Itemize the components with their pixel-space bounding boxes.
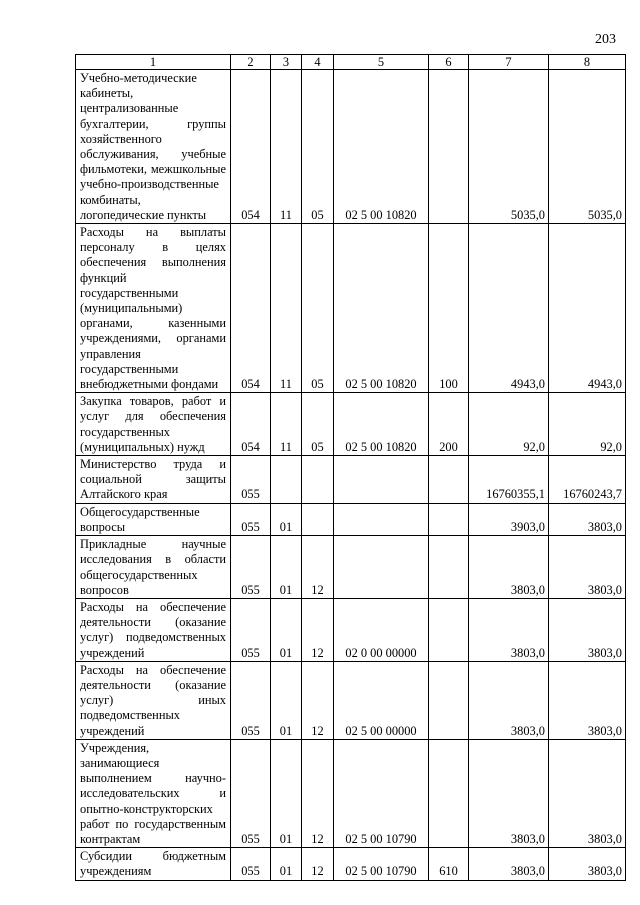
row-csr: 02 5 00 10790 bbox=[334, 739, 429, 847]
row-vr: 100 bbox=[429, 224, 469, 393]
row-pr: 12 bbox=[302, 536, 334, 599]
row-vr: 610 bbox=[429, 848, 469, 880]
row-sum-year1: 3803,0 bbox=[469, 661, 549, 739]
row-name: Расходы на обеспечение деятельности (оказание услуг) иных подведомственных учреждений bbox=[76, 661, 231, 739]
row-csr: 02 5 00 10820 bbox=[334, 70, 429, 224]
row-csr bbox=[334, 456, 429, 504]
row-rz bbox=[271, 456, 302, 504]
row-vr bbox=[429, 661, 469, 739]
row-csr bbox=[334, 536, 429, 599]
column-header: 2 bbox=[231, 55, 271, 70]
row-rz: 01 bbox=[271, 661, 302, 739]
table-row bbox=[76, 598, 626, 661]
row-sum-year1: 3803,0 bbox=[469, 739, 549, 847]
row-name: Прикладные научные исследования в области общегосударственных вопросов bbox=[76, 536, 231, 599]
row-name: Расходы на обеспечение деятельности (оказание услуг) подведомственных учреждений bbox=[76, 598, 231, 661]
column-header: 8 bbox=[549, 55, 626, 70]
column-header: 1 bbox=[76, 55, 231, 70]
row-sum-year1: 16760355,1 bbox=[469, 456, 549, 504]
row-name: Учебно-методические кабинеты, централизованные бухгалтерии, группы хозяйственного обслуживания, учебные фильмотеки, межшкольные учебно-производственные комбинаты, логопедические пункты bbox=[76, 70, 231, 224]
row-vr bbox=[429, 503, 469, 535]
row-rz: 01 bbox=[271, 739, 302, 847]
table-row bbox=[76, 536, 626, 599]
table-row bbox=[76, 224, 626, 393]
row-pr: 12 bbox=[302, 739, 334, 847]
row-vr bbox=[429, 70, 469, 224]
row-pr bbox=[302, 503, 334, 535]
row-vr bbox=[429, 456, 469, 504]
table-row bbox=[76, 70, 626, 224]
row-sum-year2: 3803,0 bbox=[549, 661, 626, 739]
row-csr: 02 5 00 10820 bbox=[334, 224, 429, 393]
row-vr: 200 bbox=[429, 393, 469, 456]
row-name: Субсидии бюджетным учреждениям bbox=[76, 848, 231, 880]
row-pr bbox=[302, 456, 334, 504]
row-sum-year2: 3803,0 bbox=[549, 536, 626, 599]
row-sum-year1: 3803,0 bbox=[469, 536, 549, 599]
page-number: 203 bbox=[595, 32, 616, 47]
row-sum-year2: 3803,0 bbox=[549, 739, 626, 847]
row-grbs: 054 bbox=[231, 393, 271, 456]
row-sum-year1: 5035,0 bbox=[469, 70, 549, 224]
row-rz: 11 bbox=[271, 70, 302, 224]
row-vr bbox=[429, 739, 469, 847]
row-vr bbox=[429, 598, 469, 661]
row-sum-year1: 3903,0 bbox=[469, 503, 549, 535]
row-name: Учреждения, занимающиеся выполнением научно-исследовательских и опытно-конструкторских работ по государственным контрактам bbox=[76, 739, 231, 847]
row-sum-year2: 3803,0 bbox=[549, 848, 626, 880]
row-name: Закупка товаров, работ и услуг для обеспечения государственных (муниципальных) нужд bbox=[76, 393, 231, 456]
row-name: Министерство труда и социальной защиты Алтайского края bbox=[76, 456, 231, 504]
row-name: Расходы на выплаты персоналу в целях обеспечения выполнения функций государственными (муниципальными) органами, казенными учреждениями, органами управления государственными внебюджетными фондами bbox=[76, 224, 231, 393]
column-header: 6 bbox=[429, 55, 469, 70]
row-pr: 05 bbox=[302, 224, 334, 393]
row-grbs: 055 bbox=[231, 503, 271, 535]
row-pr: 05 bbox=[302, 70, 334, 224]
row-sum-year1: 4943,0 bbox=[469, 224, 549, 393]
table-row bbox=[76, 739, 626, 847]
row-name: Общегосударственные вопросы bbox=[76, 503, 231, 535]
row-grbs: 055 bbox=[231, 661, 271, 739]
table-row bbox=[76, 456, 626, 504]
row-sum-year2: 5035,0 bbox=[549, 70, 626, 224]
row-grbs: 055 bbox=[231, 739, 271, 847]
table-row bbox=[76, 848, 626, 880]
row-csr bbox=[334, 503, 429, 535]
row-sum-year2: 3803,0 bbox=[549, 503, 626, 535]
row-sum-year2: 92,0 bbox=[549, 393, 626, 456]
row-vr bbox=[429, 536, 469, 599]
row-grbs: 054 bbox=[231, 70, 271, 224]
row-csr: 02 0 00 00000 bbox=[334, 598, 429, 661]
row-rz: 11 bbox=[271, 224, 302, 393]
column-header: 4 bbox=[302, 55, 334, 70]
table-header-row bbox=[76, 55, 626, 70]
row-sum-year2: 4943,0 bbox=[549, 224, 626, 393]
row-grbs: 055 bbox=[231, 598, 271, 661]
row-sum-year1: 92,0 bbox=[469, 393, 549, 456]
row-rz: 01 bbox=[271, 598, 302, 661]
table-row bbox=[76, 393, 626, 456]
row-sum-year1: 3803,0 bbox=[469, 848, 549, 880]
row-sum-year1: 3803,0 bbox=[469, 598, 549, 661]
row-csr: 02 5 00 10790 bbox=[334, 848, 429, 880]
row-csr: 02 5 00 00000 bbox=[334, 661, 429, 739]
row-csr: 02 5 00 10820 bbox=[334, 393, 429, 456]
row-rz: 01 bbox=[271, 848, 302, 880]
column-header: 5 bbox=[334, 55, 429, 70]
row-grbs: 054 bbox=[231, 224, 271, 393]
column-header: 7 bbox=[469, 55, 549, 70]
row-grbs: 055 bbox=[231, 456, 271, 504]
row-rz: 01 bbox=[271, 536, 302, 599]
table-row bbox=[76, 661, 626, 739]
row-rz: 01 bbox=[271, 503, 302, 535]
row-pr: 05 bbox=[302, 393, 334, 456]
row-rz: 11 bbox=[271, 393, 302, 456]
row-pr: 12 bbox=[302, 848, 334, 880]
budget-table bbox=[75, 54, 626, 881]
row-sum-year2: 16760243,7 bbox=[549, 456, 626, 504]
column-header: 3 bbox=[271, 55, 302, 70]
row-pr: 12 bbox=[302, 598, 334, 661]
row-grbs: 055 bbox=[231, 536, 271, 599]
row-pr: 12 bbox=[302, 661, 334, 739]
row-sum-year2: 3803,0 bbox=[549, 598, 626, 661]
row-grbs: 055 bbox=[231, 848, 271, 880]
table-row bbox=[76, 503, 626, 535]
